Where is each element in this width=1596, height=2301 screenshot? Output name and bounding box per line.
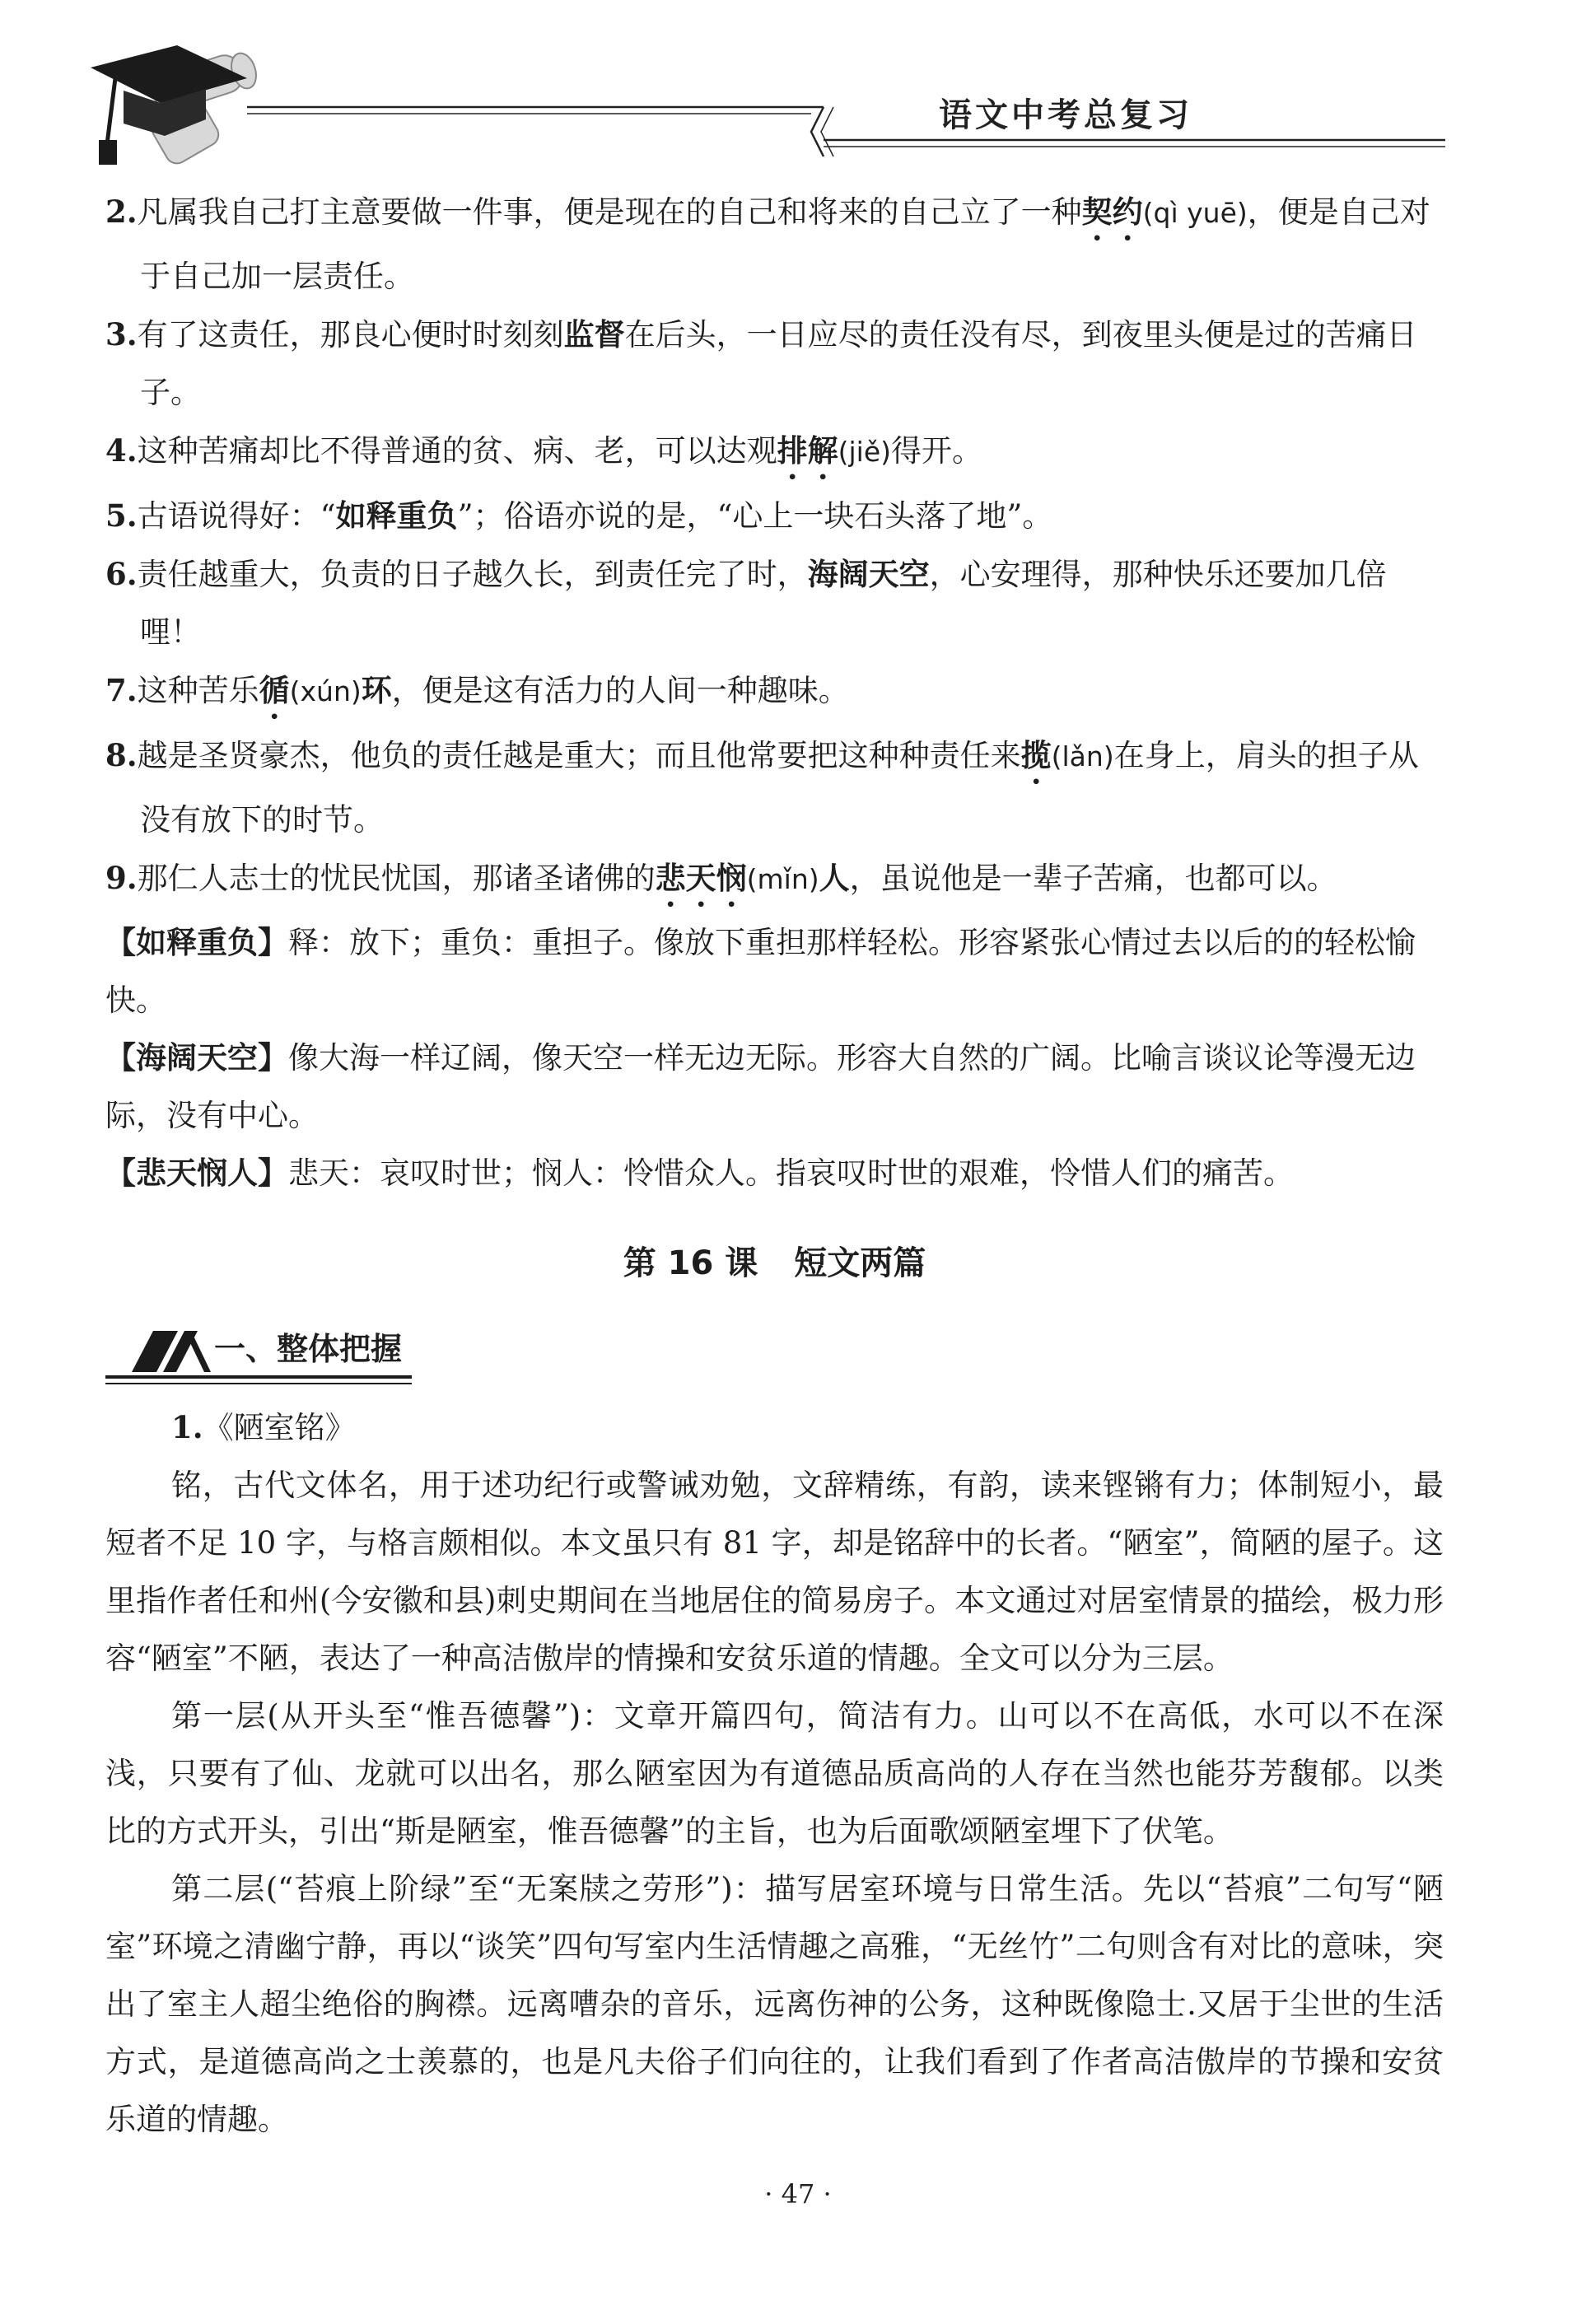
sentence-text: 凡属我自己打主意要做一件事，便是现在的自己和将来的自己立了一种	[137, 194, 1082, 230]
sentence-text: ，虽说他是一辈子苦痛，也都可以。	[849, 861, 1337, 896]
subsection-title	[105, 1398, 1444, 1457]
glossary-term: 【海阔天空】	[105, 1040, 288, 1076]
sentence-item	[105, 183, 1444, 306]
sentence-text: ，便是自己对于自己加一层责任。	[140, 194, 1430, 294]
sentence-text: 责任越重大，负责的日子越久长，到责任完了时，	[137, 557, 808, 592]
glossary-definition: 释：放下；重负：重担子。像放下重担那样轻松。形容紧张心情过去以后的的轻松愉快。	[105, 925, 1416, 1018]
key-word: 循	[259, 673, 290, 708]
glossary-term: 【如释重负】	[105, 925, 288, 960]
lesson-title: 短文两篇	[794, 1244, 926, 1282]
sentence-text: 有了这责任，那良心便时时刻刻	[137, 317, 564, 352]
glossary-definition: 像大海一样辽阔，像天空一样无边无际。形容大自然的广阔。比喻言谈议论等漫无边际，没有中心。	[105, 1040, 1416, 1133]
sentence-text: 这种苦痛却比不得普通的贫、病、老，可以达观	[137, 433, 777, 469]
item-number: 8.	[105, 737, 138, 773]
sentence-item	[105, 422, 1444, 487]
key-word: 契约	[1081, 194, 1143, 230]
sentence-item	[105, 661, 1444, 726]
sentence-text: 越是圣贤豪杰，他负的责任越是重大；而且他常要把这种种责任来	[137, 738, 1021, 773]
sentence-item	[105, 487, 1444, 545]
sentence-text: 这种苦乐	[137, 673, 259, 708]
sentence-item	[105, 545, 1444, 661]
analysis-paragraphs	[105, 1457, 1444, 2149]
section-title: 一、整体把握	[214, 1331, 403, 1367]
sentence-item	[105, 306, 1444, 422]
graduation-cap-icon	[0, 0, 1596, 177]
sentence-text: ，便是这有活力的人间一种趣味。	[391, 673, 849, 708]
book-title: 语文中考总复习	[939, 96, 1192, 134]
sentence-item	[105, 849, 1444, 914]
lesson-number: 第 16 课	[623, 1244, 758, 1282]
key-word: 海阔天空	[807, 557, 930, 592]
sentence-text: ”；俗语亦说的是，“心上一块石头落了地”。	[457, 498, 1053, 534]
lesson-heading	[105, 1239, 1444, 1288]
section-heading	[105, 1321, 1444, 1387]
pinyin-annotation: (qì yuē)	[1142, 197, 1248, 229]
pinyin-annotation: (jiě)	[838, 436, 892, 468]
key-word: 如释重负	[335, 498, 458, 534]
glossary-entry	[105, 914, 1444, 1029]
page-number: · 47 ·	[764, 2178, 832, 2210]
glossary-definition: 悲天：哀叹时世；悯人：怜惜众人。指哀叹时世的艰难，怜惜人们的痛苦。	[288, 1155, 1294, 1191]
sentence-text: 在身上，肩头的担子从没有放下的时节。	[140, 738, 1419, 838]
analysis-paragraph: 第二层(“苔痕上阶绿”至“无案牍之劳形”)：描写居室环境与日常生活。先以“苔痕”二句写“陋室”环境之清幽宁静，再以“谈笑”四句写室内生活情趣之高雅，“无丝竹”二句则含有对比的意味，突出了室主人超尘绝俗的胸襟。远离嘈杂的音乐，远离伤神的公务，这种既像隐士.又居于尘世的生活方式，是道德高尚之士羡慕的，也是凡夫俗子们向往的，让我们看到了作者高洁傲岸的节操和安贫乐道的情趣。	[105, 1871, 1444, 2137]
subsection-text: 《陋室铭》	[203, 1410, 356, 1445]
analysis-paragraph: 铭，古代文体名，用于述功纪行或警诫劝勉，文辞精练，有韵，读来铿锵有力；体制短小，最短者不足 10 字，与格言颇相似。本文虽只有 81 字，却是铭辞中的长者。“陋室”，简陋的屋子。这里指作者任和州(今安徽和县)刺史期间在当地居住的简易房子。本文通过对居室情景的描绘，极力形容“陋室”不陋，表达了一种高洁傲岸的情操和安贫乐道的情趣。全文可以分为三层。	[105, 1468, 1444, 1676]
sentence-text: 得开。	[891, 433, 983, 469]
item-number: 3.	[105, 316, 138, 352]
key-word: 揽	[1020, 738, 1052, 773]
pinyin-annotation: (mǐn)	[746, 863, 819, 895]
subsection-number: 1.	[171, 1409, 203, 1445]
key-word: 排解	[777, 433, 838, 469]
sentence-text: 古语说得好：“	[137, 498, 336, 534]
sentence-list	[105, 183, 1444, 914]
item-number: 2.	[105, 194, 138, 230]
key-word: 环	[361, 673, 392, 708]
pinyin-annotation: (xún)	[289, 675, 362, 707]
glossary-entry	[105, 1145, 1444, 1202]
item-number: 5.	[105, 497, 138, 534]
key-word: 悲天悯	[655, 861, 747, 896]
sentence-text: 那仁人志士的忧民忧国，那诸圣诸佛的	[137, 861, 656, 896]
page-header	[0, 0, 1596, 177]
glossary-term: 【悲天悯人】	[105, 1155, 288, 1191]
key-word: 监督	[563, 317, 625, 352]
page-content	[105, 183, 1444, 2149]
item-number: 7.	[105, 672, 138, 708]
glossary-entry	[105, 1029, 1444, 1145]
item-number: 4.	[105, 432, 138, 469]
sentence-item	[105, 726, 1444, 849]
analysis-paragraph: 第一层(从开头至“惟吾德馨”)：文章开篇四句，简洁有力。山可以不在高低，水可以不在深浅，只要有了仙、龙就可以出名，那么陋室因为有道德品质高尚的人存在当然也能芬芳馥郁。以类比的方式开头，引出“斯是陋室，惟吾德馨”的主旨，也为后面歌颂陋室埋下了伏笔。	[105, 1698, 1444, 1849]
key-word: 人	[819, 861, 850, 896]
sentence-text: ，心安理得，那种快乐还要加几倍哩！	[140, 557, 1387, 650]
pinyin-annotation: (lǎn)	[1051, 740, 1114, 772]
sentence-text: 在后头，一日应尽的责任没有尽，到夜里头便是过的苦痛日子。	[140, 317, 1417, 410]
item-number: 6.	[105, 556, 138, 592]
idiom-glossary	[105, 914, 1444, 1202]
item-number: 9.	[105, 860, 138, 896]
